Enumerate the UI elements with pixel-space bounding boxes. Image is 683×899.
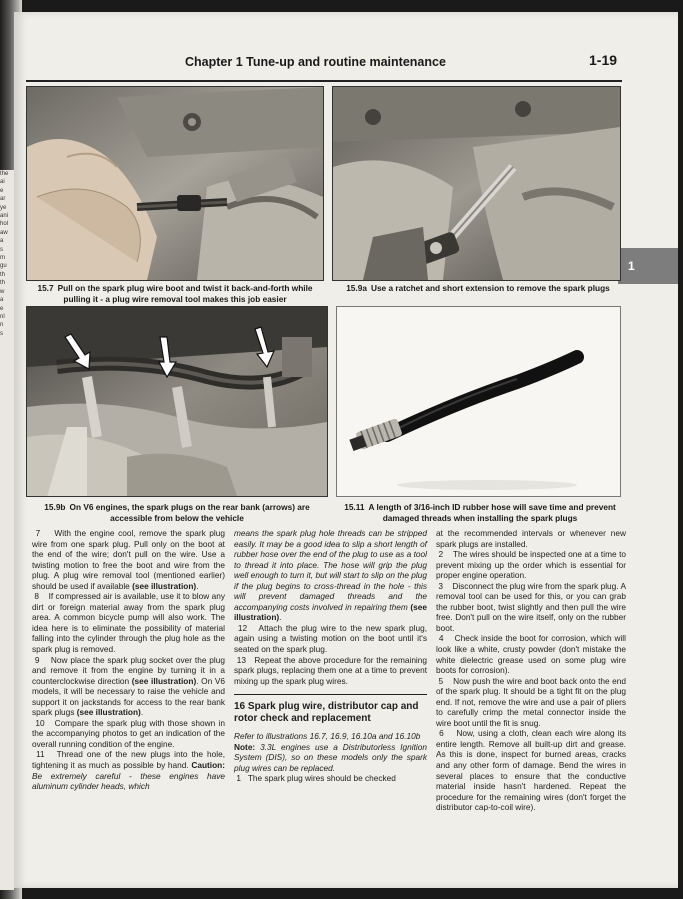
previous-page-fragment: ye — [0, 204, 7, 211]
paragraph-7-text: With the engine cool, remove the spark plug wire from one spark plug. Pull only on the boot at the end of the wire; don't pull on the wire. Use a twisting motion to free the boot and wire from the plug. A plug wire removal tool (mentioned earlier) should be used if available — [32, 528, 225, 591]
paragraph-11-continued-text: means the spark plug hole threads can be stripped easily. It may be a good idea to slip a short length of rubber hose over the end of the plug to use as a tool to thread it into place. The hose will grip the plug well enough to turn it, but will start to slip on the plug if the plug begins to cross-thread in the hole - this will prevent damaged threads and the accompanying costs involved in repairing them — [234, 528, 427, 612]
paragraph-text: Check inside the boot for corrosion, which will look like a white, crusty powder (don't mistake the white dielectric grease used on some plug wire boots for corrosion). — [436, 633, 626, 676]
paragraph-9-middle: . On V6 models, it will be necessary to raise the vehicle and support it on jackstands for access to the rear bank spark plugs — [32, 675, 225, 718]
previous-page-fragment: n — [0, 322, 4, 329]
paragraph-9 — [32, 655, 225, 718]
photo-15-9a-image — [333, 87, 620, 280]
paragraph-11-caution-label: Caution: — [191, 760, 225, 771]
caption-15-11 — [342, 502, 618, 524]
previous-page-fragment: ai — [0, 179, 5, 186]
paragraph-7-ref: (see illustration) — [132, 580, 197, 591]
paragraph-11-caution-text: Be extremely careful - these engines have aluminum cylinder heads, which — [32, 770, 225, 792]
paragraph-12-number: 12 — [237, 622, 248, 633]
caption-15-7-number: 15.7 — [37, 283, 54, 293]
previous-page-fragment: the — [0, 171, 9, 177]
caption-15-7 — [28, 283, 322, 305]
previous-page-fragment: a — [0, 297, 4, 304]
paragraph-9-text: Now place the spark plug socket over the plug and remove it from the engine by turning it in a counterclockwise direction — [32, 654, 225, 686]
caption-15-11-number: 15.11 — [344, 502, 365, 512]
section-16-paragraph-continued — [436, 528, 626, 549]
paragraph-11-continued-ref: (see illustration) — [234, 601, 427, 623]
previous-page-fragment: ani — [0, 213, 9, 220]
section-16-note-label: Note: — [234, 741, 256, 752]
paragraph-13 — [234, 655, 427, 687]
section-16-paragraph-1-text: The spark plug wires should be checked — [247, 773, 396, 784]
paragraph-8-text: If compressed air is available, use it to blow any dirt or foreign material away from the spark plug area. A common bicycle pump will also work. The idea here is to eliminate the possibility of material falling into the cylinder through the plug hole as the spark plug is removed. — [32, 591, 225, 655]
paragraph-9-ref-2: (see illustration) — [76, 707, 141, 718]
page-header — [14, 52, 660, 76]
caption-15-9b-text: On V6 engines, the spark plugs on the rear bank (arrows) are accessible from below the vehicle — [69, 502, 310, 523]
section-16-paragraph-6 — [436, 728, 626, 812]
paragraph-8 — [32, 591, 225, 654]
chapter-title: Chapter 1 Tune-up and routine maintenance — [185, 55, 446, 69]
text-column-1 — [32, 528, 225, 792]
paragraph-number: 3 — [438, 580, 443, 591]
previous-page-fragment: th — [0, 271, 6, 278]
previous-page-fragment: hol — [0, 221, 9, 228]
previous-page-fragment: aw — [0, 229, 8, 236]
previous-page-edge — [0, 170, 14, 890]
paragraph-number: 2 — [438, 549, 444, 560]
paragraph-number: 6 — [439, 728, 444, 739]
section-16-note — [234, 742, 427, 774]
photo-15-7-image — [27, 87, 323, 280]
previous-page-fragment: e — [0, 305, 4, 312]
previous-page-fragment: e — [0, 187, 4, 194]
chapter-side-tab — [618, 248, 678, 284]
caption-15-9a-number: 15.9a — [346, 283, 367, 293]
paragraph-8-number: 8 — [34, 591, 40, 602]
section-16-refer — [234, 731, 427, 742]
paragraph-9-number: 9 — [34, 654, 40, 665]
caption-15-11-text: A length of 3/16-inch ID rubber hose will save time and prevent damaged threads when installing the spark plugs — [368, 502, 616, 523]
caption-15-9a-text: Use a ratchet and short extension to remove the spark plugs — [370, 283, 610, 293]
paragraph-11-number: 11 — [36, 749, 45, 760]
text-column-3 — [436, 528, 626, 813]
photo-15-9b — [26, 306, 328, 497]
previous-page-fragment: th — [0, 280, 6, 287]
paragraph-text: at the recommended intervals or whenever new spark plugs are installed. — [436, 528, 626, 549]
paragraph-13-text: Repeat the above procedure for the remaining spark plugs, replacing them one at a time to prevent mixing up the spark plug wires. — [234, 654, 428, 686]
paragraph-10-text: Compare the spark plug with those shown in the accompanying photos to get an indication of the overall running condition of the engine. — [32, 717, 226, 749]
paragraph-7 — [32, 528, 225, 591]
paragraph-10 — [32, 718, 225, 750]
paragraph-9-ref: (see illustration) — [131, 675, 197, 686]
paragraph-12-text: Attach the plug wire to the new spark plug, again using a twisting motion on the boot until it's seated on the spark plug. — [234, 622, 427, 655]
photo-15-11 — [336, 306, 621, 497]
previous-page-fragment: m — [0, 255, 5, 262]
section-16-paragraph-3 — [436, 581, 626, 634]
paragraph-text: Now, using a cloth, clean each wire along its entire length. Remove all built-up dirt and grease. As this is done, inspect for burned areas, cracks and any other form of damage. Bend the wires in several places to ensure that the conductive material inside hasn't hardened. Repeat the procedure for the remaining wires (don't forget the distributor cap-to-coil wire). — [436, 728, 626, 813]
photo-15-7 — [26, 86, 324, 281]
paragraph-number: 4 — [438, 633, 444, 644]
chapter-side-tab-label: 1 — [628, 259, 635, 273]
paragraph-text: Disconnect the plug wire from the spark plug. A removal tool can be used for this, or you can grab the rubber boot, twist slightly and then pull the wire free. Don't pull on the wire itself, only on the rubber boot. — [436, 580, 626, 633]
page-number: 1-19 — [589, 52, 618, 68]
caption-15-9a — [344, 283, 612, 294]
caption-15-9b-number: 15.9b — [44, 502, 66, 512]
section-16-heading: 16 Spark plug wire, distributor cap and rotor check and replacement — [234, 694, 427, 725]
section-16-paragraph-5 — [436, 676, 626, 729]
paragraph-text: Now push the wire and boot back onto the end of the spark plug. It should be a tight fit on the plug end. If not, remove the wire and use a pair of pliers to carefully crimp the metal connector inside the wire boot until the fit is snug. — [436, 675, 626, 728]
section-16-paragraph-2 — [436, 549, 626, 581]
photo-15-11-image — [337, 307, 620, 496]
previous-page-fragment: w — [0, 288, 5, 295]
paragraph-9-end: . — [140, 707, 144, 718]
paragraph-11-continued: means the spark plug hole threads can be stripped easily. It may be a good idea to slip a short length of rubber hose over the end of the plug to use as a tool to thread it into place. The hose will grip the plug well enough to turn it, but will start to slip on the plug if the plug begins to cross-thread in the hole - this will prevent damaged threads and the accompanying costs involved in repairing them (see illustration). — [234, 528, 427, 623]
text-column-2 — [234, 528, 427, 784]
previous-page-fragment: s — [0, 246, 3, 253]
paragraph-number: 5 — [438, 675, 444, 686]
paragraph-text: The wires should be inspected one at a time to prevent mixing up the order which is essential for proper engine operation. — [436, 549, 626, 581]
paragraph-11-text: Thread one of the new plugs into the hole, tightening it as much as possible by hand. — [32, 749, 226, 771]
caption-15-9b — [28, 502, 326, 524]
previous-page-fragment: s — [0, 330, 3, 337]
section-16-paragraph-1-number: 1 — [236, 773, 241, 784]
photo-15-9a — [332, 86, 621, 281]
manual-page — [14, 12, 678, 888]
previous-page-fragment: ar — [0, 196, 6, 203]
paragraph-13-number: 13 — [236, 654, 247, 665]
section-16-note-text: 3.3L engines use a Distributorless Ignition System (DIS), so on these models only the spark plug wires can be replaced. — [234, 741, 427, 773]
previous-page-fragment: a — [0, 238, 4, 245]
section-16-paragraph-4 — [436, 633, 626, 675]
paragraph-12 — [234, 623, 427, 655]
paragraph-11 — [32, 749, 225, 791]
paragraph-10-number: 10 — [35, 717, 45, 728]
paragraph-7-end: . — [196, 580, 199, 591]
header-rule — [26, 80, 622, 82]
section-16-paragraph-1 — [234, 773, 427, 784]
previous-page-fragment: nl — [0, 313, 5, 320]
section-16-refer-text: Refer to illustrations 16.7, 16.9, 16.10a and 16.10b — [234, 731, 421, 742]
caption-15-7-text: Pull on the spark plug wire boot and twist it back-and-forth while pulling it - a plug wire removal tool makes this job easier — [57, 283, 313, 304]
previous-page-fragment: gu — [0, 263, 7, 270]
photo-15-9b-image — [27, 307, 327, 496]
paragraph-7-number: 7 — [35, 528, 41, 538]
